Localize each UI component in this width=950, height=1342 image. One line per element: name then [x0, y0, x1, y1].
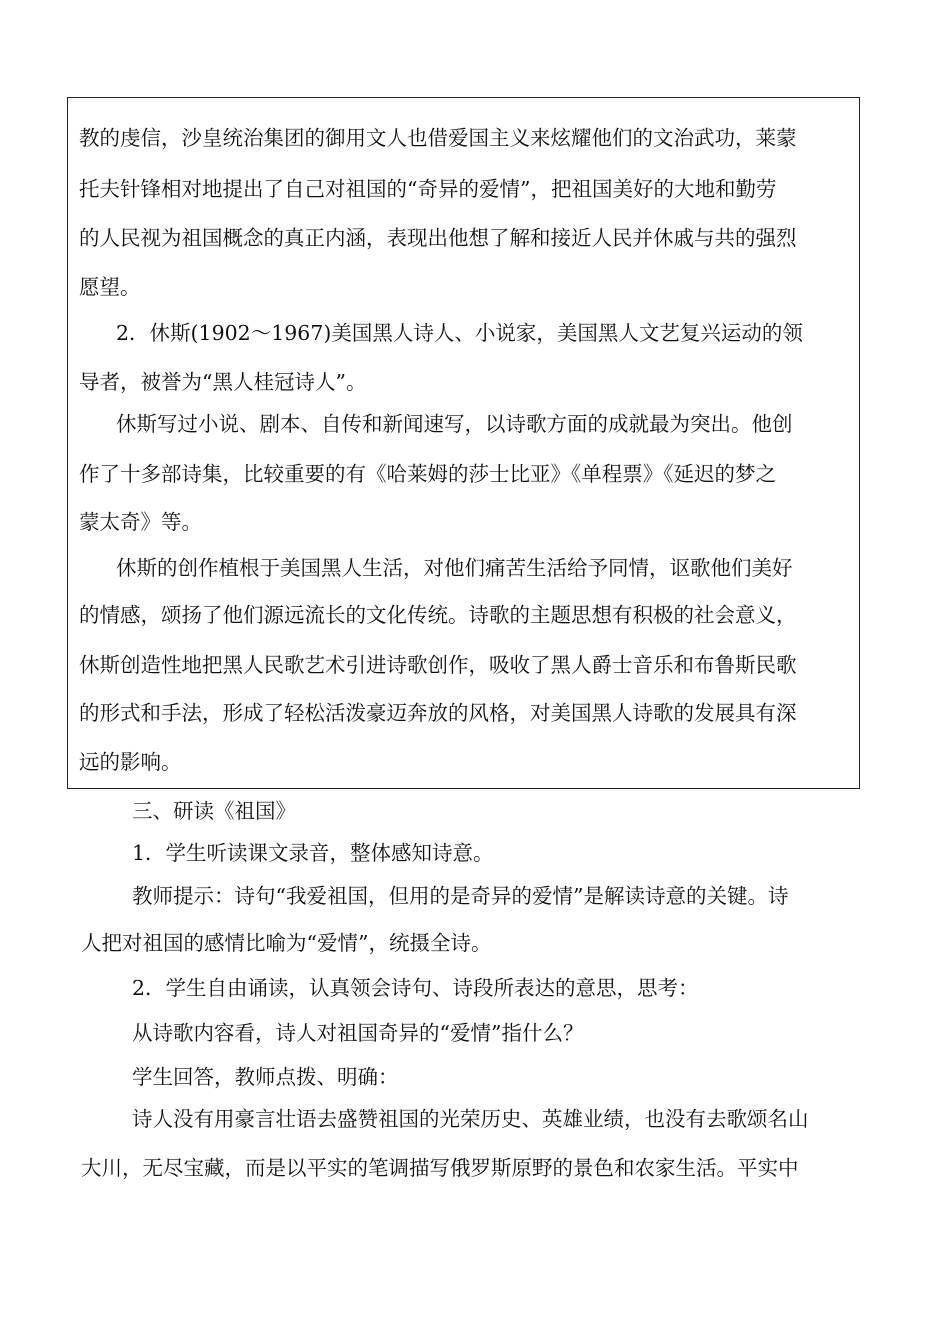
- box-line: 休斯创造性地把黑人民歌艺术引进诗歌创作，吸收了黑人爵士音乐和布鲁斯民歌: [79, 653, 797, 677]
- box-line: 休斯写过小说、剧本、自传和新闻速写，以诗歌方面的成就最为突出。他创: [116, 412, 793, 436]
- body-line: 学生回答，教师点拨、明确：: [132, 1065, 399, 1089]
- body-line: 教师提示：诗句“我爱祖国，但用的是奇异的爱情”是解读诗意的关键。诗: [132, 884, 789, 908]
- box-line: 蒙太奇》等。: [79, 510, 202, 534]
- box-line: 导者，被誉为“黑人桂冠诗人”。: [79, 370, 367, 394]
- box-line: 愿望。: [79, 275, 141, 299]
- box-line: 2．休斯(1902～1967)美国黑人诗人、小说家，美国黑人文艺复兴运动的领: [116, 321, 803, 345]
- box-line: 托夫针锋相对地提出了自己对祖国的“奇异的爱情”，把祖国美好的大地和勤劳: [79, 177, 777, 201]
- box-line: 远的影响。: [79, 750, 182, 774]
- body-line: 诗人没有用豪言壮语去盛赞祖国的光荣历史、英雄业绩，也没有去歌颂名山: [132, 1107, 809, 1131]
- body-line: 1．学生听读课文录音，整体感知诗意。: [132, 841, 494, 865]
- section-heading: 三、研读《祖国》: [132, 799, 296, 823]
- box-line: 的形式和手法，形成了轻松活泼豪迈奔放的风格，对美国黑人诗歌的发展具有深: [79, 701, 797, 725]
- background-info-box: [67, 97, 860, 789]
- box-line: 教的虔信，沙皇统治集团的御用文人也借爱国主义来炫耀他们的文治武功，莱蒙: [79, 126, 797, 150]
- body-line: 大川，无尽宝藏，而是以平实的笔调描写俄罗斯原野的景色和农家生活。平实中: [81, 1156, 799, 1180]
- box-line: 的人民视为祖国概念的真正内涵，表现出他想了解和接近人民并休戚与共的强烈: [79, 226, 797, 250]
- body-line: 2．学生自由诵读，认真领会诗句、诗段所表达的意思，思考：: [132, 976, 699, 1000]
- body-line: 人把对祖国的感情比喻为“爱情”，统摄全诗。: [81, 931, 492, 955]
- box-line: 休斯的创作植根于美国黑人生活，对他们痛苦生活给予同情，讴歌他们美好: [116, 556, 793, 580]
- box-line: 的情感，颂扬了他们源远流长的文化传统。诗歌的主题思想有积极的社会意义，: [79, 603, 797, 627]
- body-line: 从诗歌内容看，诗人对祖国奇异的“爱情”指什么？: [132, 1021, 584, 1045]
- box-line: 作了十多部诗集，比较重要的有《哈莱姆的莎士比亚》《单程票》《延迟的梦之: [79, 462, 776, 486]
